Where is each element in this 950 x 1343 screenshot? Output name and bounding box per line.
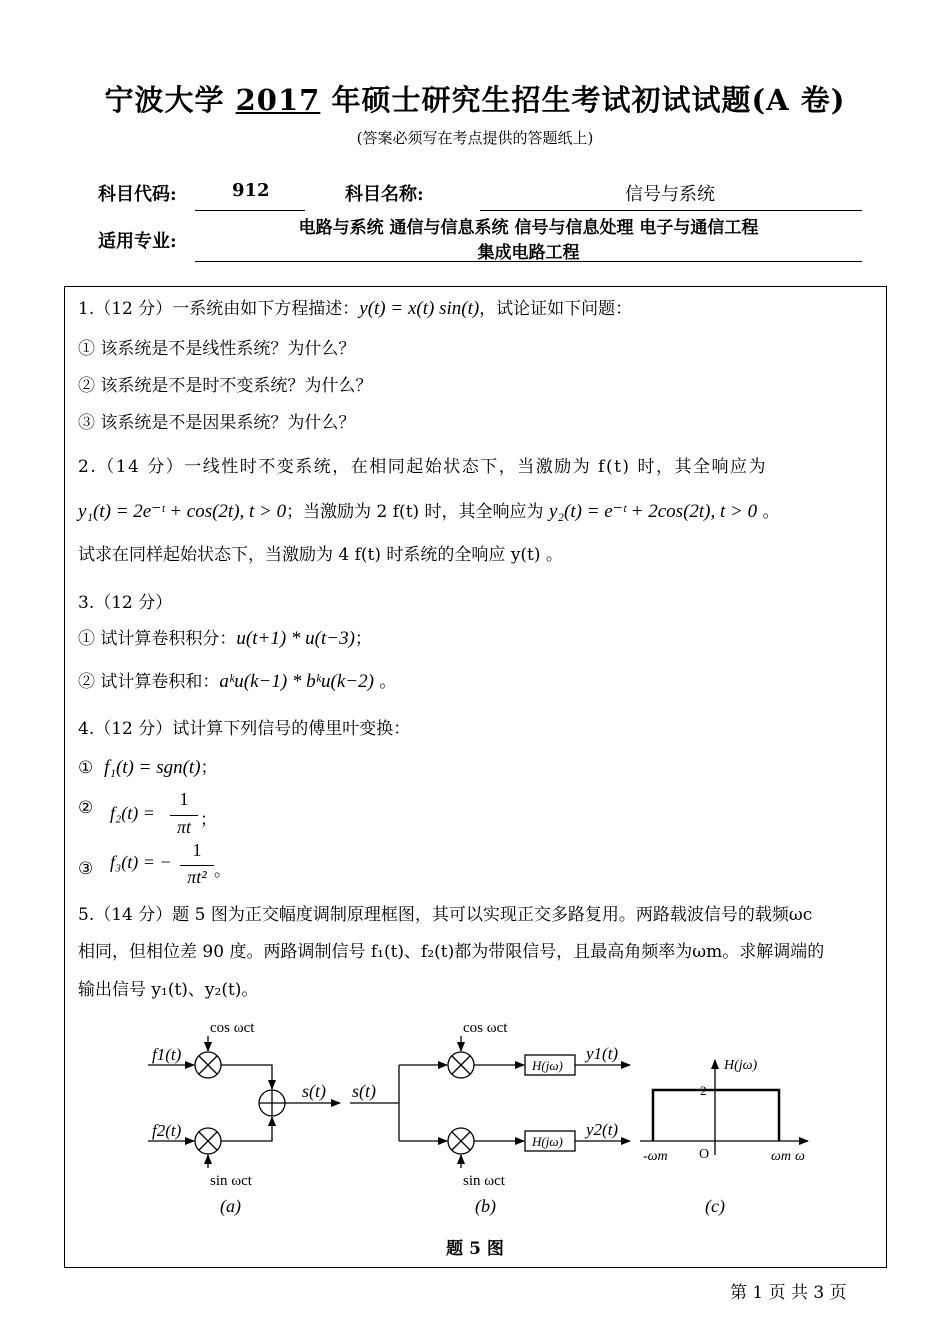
- major-label: 适用专业:: [98, 231, 177, 252]
- exam-subtitle: (答案必须写在考点提供的答题纸上): [356, 129, 594, 147]
- exam-title: 宁波大学 2017 年硕士研究生招生考试初试试题(A 卷): [104, 83, 846, 117]
- b-cos-label: cos ωct: [463, 1020, 508, 1036]
- c-title: H(jω): [724, 1058, 758, 1073]
- q2-line-3: 试求在同样起始状态下，当激励为 4 f(t) 时系统的全响应 y(t) 。: [78, 545, 563, 565]
- b-caption: (b): [475, 1196, 496, 1216]
- q2-line-2: y₁(t) = 2e⁻ᵗ + cos(2t), t > 0；当激励为 2 f(t) 时，其全响应为 y₂(t) = e⁻ᵗ + 2cos(2t), t > 0 。: [78, 501, 780, 522]
- b-y2-label: y2(t): [586, 1120, 619, 1139]
- a-s-label: s(t): [302, 1081, 326, 1101]
- q4-item-2-lhs: f₂(t) =: [110, 803, 155, 823]
- c-origin-label: O: [699, 1147, 710, 1162]
- c-neg-omega-label: -ωm: [643, 1149, 668, 1164]
- q4-item-2-numerator: 1: [179, 789, 189, 809]
- q4-item-3-end: 。: [214, 861, 231, 881]
- q1-stem: 1.（12 分）一系统由如下方程描述：y(t) = x(t) sin(t)，试论证如下问题：: [78, 298, 633, 319]
- q3-item-2: ② 试计算卷积和：aᵏu(k−1) * bᵏu(k−2) 。: [78, 671, 397, 692]
- q5-line-2: 相同，但相位差 90 度。两路调制信号 f₁(t)、f₂(t)都为带限信号，且最高角频率为ωm。求解调端的: [78, 942, 825, 962]
- q4-item-3-numerator: 1: [192, 840, 202, 860]
- a-sin-label: sin ωct: [210, 1173, 252, 1189]
- subject-code-value: 912: [232, 180, 270, 201]
- q5-line-3: 输出信号 y₁(t)、y₂(t)。: [78, 980, 259, 1000]
- q4-head: 4.（12 分）试计算下列信号的傅里叶变换：: [78, 719, 411, 739]
- b-sin-label: sin ωct: [463, 1173, 505, 1189]
- q4-item-3: ③: [78, 859, 94, 879]
- q4-item-2: ②: [78, 798, 94, 818]
- subject-name-value: 信号与系统: [625, 184, 715, 205]
- b-s-label: s(t): [352, 1081, 376, 1101]
- q1-item-2: ② 该系统是不是时不变系统？为什么？: [78, 376, 373, 396]
- subject-name-label: 科目名称:: [345, 184, 424, 205]
- a-f2-label: f2(t): [152, 1121, 182, 1140]
- q3-head: 3.（12 分）: [78, 593, 173, 613]
- c-caption: (c): [705, 1196, 725, 1216]
- figure-5-label: 题 5 图: [446, 1239, 504, 1259]
- q4-item-3-lhs: f₃(t) = −: [110, 852, 172, 872]
- q2-line-1: 2.（14 分）一线性时不变系统，在相同起始状态下，当激励为 f(t) 时，其全响应为: [78, 457, 767, 477]
- q1-item-1: ① 该系统是不是线性系统？为什么？: [78, 339, 356, 359]
- b-y1-label: y1(t): [586, 1044, 619, 1063]
- q3-item-1: ① 试计算卷积积分：u(t+1) * u(t−3)；: [78, 628, 372, 649]
- c-pos-omega-label: ωm: [771, 1149, 791, 1164]
- subject-code-label: 科目代码:: [98, 184, 177, 205]
- a-caption: (a): [220, 1196, 241, 1216]
- major-line-1: 电路与系统 通信与信息系统 信号与信息处理 电子与通信工程: [298, 218, 759, 238]
- major-line-2: 集成电路工程: [477, 243, 580, 263]
- c-filter-response: [653, 1090, 779, 1141]
- b-filter-1-label: H(jω): [532, 1058, 563, 1073]
- q1-item-3: ③ 该系统是不是因果系统？为什么？: [78, 413, 356, 433]
- q4-item-3-denominator: πt²: [187, 867, 207, 887]
- a-f1-label: f1(t): [152, 1045, 182, 1064]
- c-height-label: 2: [700, 1083, 707, 1098]
- c-omega-label: ω: [795, 1149, 805, 1164]
- page-number: 第 1 页 共 3 页: [730, 1283, 847, 1303]
- b-filter-2-label: H(jω): [532, 1134, 563, 1149]
- q4-item-2-denominator: πt: [176, 817, 192, 837]
- q4-item-2-end: ；: [200, 810, 217, 830]
- q4-item-1: ① f₁(t) = sgn(t)；: [78, 757, 218, 778]
- a-cos-label: cos ωct: [210, 1020, 255, 1036]
- q5-line-1: 5.（14 分）题 5 图为正交幅度调制原理框图，其可以实现正交多路复用。两路载波信号的载频ωc: [78, 905, 813, 925]
